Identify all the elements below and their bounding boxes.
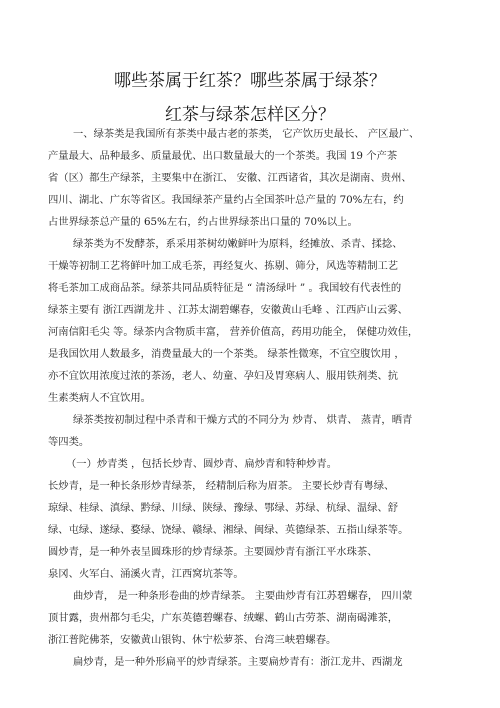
- body-line: 琼绿、桂绿、滇绿、黔绿、川绿、陕绿、豫绿、鄂绿、苏绿、杭绿、温绿、舒: [48, 502, 399, 514]
- body-line: 省（区）都生产绿茶，主要集中在浙江、 安徽、江西诸省，其次是湖南、贵州、: [48, 172, 412, 184]
- body-line: 绿茶主要有 浙江西湖龙井 、江苏太湖碧螺春，安徽黄山毛峰 、江西庐山云雾、: [48, 304, 408, 316]
- document-title-line1: 哪些茶属于红茶？哪些茶属于绿茶？: [114, 71, 386, 91]
- body-line: 生素类病人不宜饮用。: [48, 392, 151, 404]
- body-line: 将毛茶加工成商品茶。绿茶共同品质特征是 “ 清汤绿叶 ” 。我国较有代表性的: [48, 282, 402, 294]
- body-line: 绿、屯绿、遂绿、婺绿、饶绿、赣绿、湘绿、闽绿、英德绿茶、五指山绿茶等。: [48, 524, 409, 536]
- body-line: 占世界绿茶总产量的 65%左右，约占世界绿茶出口量的 70%以上。: [48, 216, 358, 228]
- body-line: 长炒青，是一种长条形炒青绿茶， 经精制后称为眉茶。 主要长炒青有粤绿、: [48, 480, 395, 492]
- body-line: 扁炒青，是一种外形扁平的炒青绿茶。主要扁炒青有：浙江龙井、西湖龙: [73, 656, 403, 668]
- body-line: 干燥等初制工艺将鲜叶加工成毛茶，再经复火、拣剔、筛分，风选等精制工艺: [48, 260, 399, 272]
- section-heading: （一）炒青类 ，包括长炒青、圆炒青、扁炒青和特种炒青。: [66, 458, 337, 470]
- body-line: 浙江普陀佛茶，安徽黄山银钩、休宁松萝茶、台湾三峡碧螺春。: [48, 634, 337, 646]
- body-line: 四川、湖北、广东等省区。我国绿茶产量约占全国茶叶总产量的 70%左右，约: [48, 194, 404, 206]
- document-title-line2: 红茶与绿茶怎样区分？: [165, 105, 335, 125]
- body-line: 绿茶类为不发酵茶，系采用茶树幼嫩鲜叶为原料，经摊放、杀青、揉捻、: [73, 238, 403, 250]
- body-line: 顶甘露，贵州都匀毛尖，广东英德碧螺春、绒螺、鹤山古劳茶、湖南碣滩茶，: [48, 612, 399, 624]
- body-line: 一、绿茶类是我国所有茶类中最古老的茶类， 它产饮历史最长、 产区最广、: [73, 128, 420, 140]
- body-line: 亦不宜饮用浓度过浓的茶汤，老人、幼童、孕妇及胃寒病人、服用铁剂类、抗: [48, 370, 399, 382]
- body-line: 等四类。: [48, 436, 90, 448]
- body-line: 泉冈、火军白、涌溪火青，江西窝坑茶等。: [48, 568, 244, 580]
- body-line: 产量最大、品种最多、质量最优、出口数量最大的一个茶类。我国 19 个产茶: [48, 150, 398, 162]
- body-line: 是我国饮用人数最多，消费量最大的一个茶类。 绿茶性微寒，不宜空腹饮用 ，: [48, 348, 405, 360]
- body-line: 圆炒青，是一种外表呈圆珠形的炒青绿茶。主要圆炒青有浙江平水珠茶、: [48, 546, 378, 558]
- body-line: 绿茶类按初制过程中杀青和干燥方式的不同分为 炒青、 烘青、 蒸青，晒青: [73, 414, 413, 426]
- body-line: 河南信阳毛尖 等。绿茶内含物质丰富， 营养价值高，药用功能全， 保健功效佳，: [48, 326, 419, 338]
- body-line: 曲炒青， 是一种条形卷曲的炒青绿茶。 主要曲炒青有江苏碧螺春， 四川蒙: [73, 590, 413, 602]
